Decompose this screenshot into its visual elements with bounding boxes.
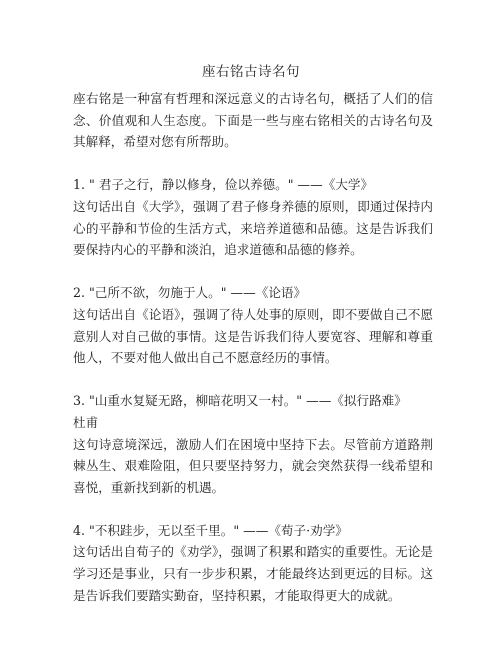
quote-explanation: 这句话出自荀子的《劝学》，强调了积累和踏实的重要性。无论是学习还是事业，只有一步步积累，才能最终达到更远的目标。这是告诉我们要踏实勤奋，坚持积累，才能取得更大的成就。	[73, 544, 433, 603]
quote-heading: 1. " 君子之行，静以修身，俭以养德。" ——《大学》	[73, 177, 374, 193]
quote-heading: 2. "己所不欲，勿施于人。" ——《论语》	[73, 285, 307, 301]
quote-item	[73, 520, 433, 606]
intro-paragraph: 座右铭是一种富有哲理和深远意义的古诗名句，概括了人们的信念、价值观和人生态度。下面是一些与座右铭相关的古诗名句及其解释，希望对您有所帮助。	[73, 91, 433, 150]
quote-item	[73, 282, 433, 368]
quote-heading: 4. "不积跬步，无以至千里。" ——《荀子·劝学》	[73, 522, 348, 538]
document-body	[73, 88, 433, 606]
document-title: 座右铭古诗名句	[202, 64, 300, 80]
quote-item	[73, 174, 433, 260]
quote-item	[73, 390, 433, 498]
quote-explanation: 这句话出自《论语》，强调了待人处事的原则，即不要做自己不愿意别人对自己做的事情。这是告诉我们待人要宽容、理解和尊重他人，不要对他人做出自己不愿意经历的事情。	[73, 306, 433, 366]
quote-author: 杜甫	[73, 414, 99, 430]
quote-explanation: 这句诗意境深远，激励人们在困境中坚持下去。尽管前方道路荆棘丛生、艰难险阻，但只要坚持努力，就会突然获得一线希望和喜悦，重新找到新的机遇。	[73, 436, 433, 495]
quote-explanation: 这句话出自《大学》，强调了君子修身养德的原则，即通过保持内心的平静和节俭的生活方式，来培养道德和品德。这是告诉我们要保持内心的平静和淡泊，追求道德和品德的修养。	[73, 198, 433, 258]
quote-heading: 3. "山重水复疑无路，柳暗花明又一村。" ——《拟行路难》	[73, 393, 407, 409]
